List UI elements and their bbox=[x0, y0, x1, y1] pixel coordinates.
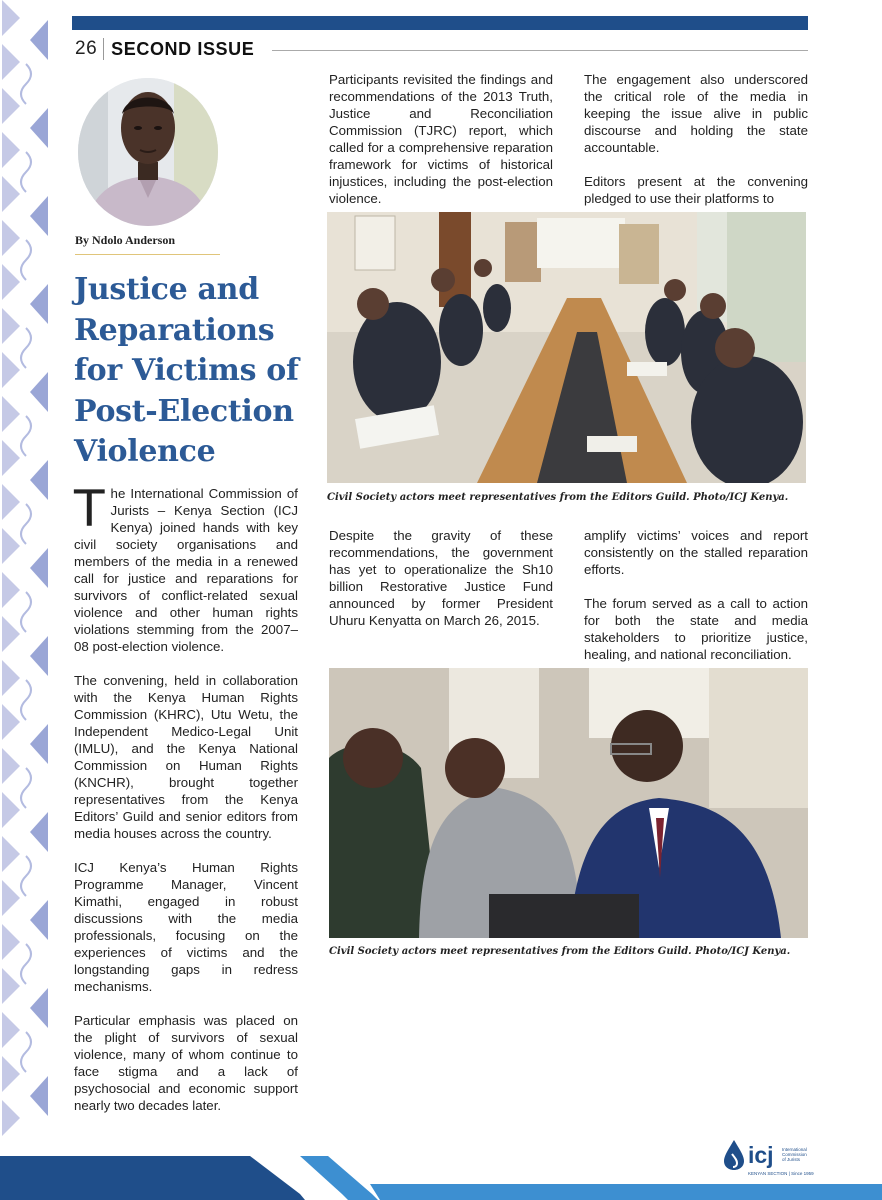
drop-logo-icon bbox=[724, 1140, 744, 1170]
logo-wordmark: icj bbox=[748, 1142, 774, 1168]
logo-section-label: KENYAN SECTION bbox=[748, 1171, 788, 1176]
paragraph: Participants revisited the findings and recommendations of the 2013 Truth, Justice and Reconciliation Commission (TJRC) report, which called for a comprehensive reparation framework for victims of historical injustices, including the post-election violence. bbox=[329, 72, 553, 206]
logo-section: KENYAN SECTION | Since 1959 bbox=[748, 1171, 814, 1176]
byline-rule bbox=[75, 254, 220, 255]
page-number: 26 bbox=[75, 38, 98, 59]
logo-line: International bbox=[782, 1147, 807, 1152]
drop-cap: T bbox=[74, 480, 105, 538]
header-divider bbox=[103, 38, 104, 60]
paragraph: ICJ Kenya’s Human Rights Programme Manager, Vincent Kimathi, engaged in robust discussions with the media professionals, focusing on the experiences of victims and the longstanding gaps in redress mechanisms. bbox=[74, 860, 298, 994]
article-title: Justice and Reparations for Victims of Post-Election Violence bbox=[74, 272, 299, 469]
logo-descriptor bbox=[782, 1147, 807, 1162]
photo-caption-1: Civil Society actors meet representatives from the Editors Guild. Photo/ICJ Kenya. bbox=[327, 492, 789, 503]
page-header bbox=[75, 36, 254, 62]
article-column-right-bottom bbox=[584, 527, 808, 680]
logo-line: of Jurists bbox=[782, 1157, 801, 1162]
icj-logo bbox=[724, 1138, 814, 1178]
paragraph-intro bbox=[74, 480, 298, 655]
logo-line: Commission bbox=[782, 1152, 807, 1157]
author-byline: By Ndolo Anderson bbox=[75, 233, 176, 247]
photo-caption-2: Civil Society actors meet representatives from the Editors Guild. Photo/ICJ Kenya. bbox=[329, 946, 791, 957]
logo-since: Since 1959 bbox=[791, 1171, 814, 1176]
meeting-photo-2 bbox=[329, 668, 808, 938]
paragraph: Editors present at the convening pledged to use their platforms to bbox=[584, 174, 808, 206]
paragraph: Particular emphasis was placed on the plight of survivors of sexual violence, many of whom continue to face stigma and a lack of psychosocial and economic support nearly two decades later. bbox=[74, 1013, 298, 1113]
decorative-sidebar-pattern bbox=[0, 0, 56, 1200]
paragraph: The engagement also underscored the critical role of the media in keeping the issue alive in public discourse and holding the state accountable. bbox=[584, 72, 808, 155]
section-label: SECOND ISSUE bbox=[111, 38, 255, 59]
paragraph-intro-text: he International Commission of Jurists – Kenya Section (ICJ Kenya) joined hands with key civil society organisations and members of the media in a renewed call for justice and reparations for survivors of conflict-related sexual violence and other human rights violations stemming from the 2007–08 post-election violence. bbox=[74, 486, 298, 654]
author-portrait bbox=[78, 78, 218, 226]
paragraph: The convening, held in collaboration with the Kenya Human Rights Commission (KHRC), Utu Wetu, the Independent Medico-Legal Unit (IMLU), and the Kenya National Commission on Human Rights (KNCHR), brought together representatives from the Kenya Editors’ Guild and senior editors from media houses across the country. bbox=[74, 673, 298, 841]
article-column-middle-top bbox=[329, 71, 553, 224]
paragraph: The forum served as a call to action for both the state and media stakeholders to prioritize justice, healing, and national reconciliation. bbox=[584, 596, 808, 662]
paragraph: amplify victims’ voices and report consistently on the stalled reparation efforts. bbox=[584, 528, 808, 577]
article-column-right-top bbox=[584, 71, 808, 224]
paragraph: Despite the gravity of these recommendations, the government has yet to operationalize the Sh10 billion Restorative Justice Fund announced by former President Uhuru Kenyatta on March 26, 2015. bbox=[329, 528, 553, 628]
meeting-photo-1 bbox=[327, 212, 806, 483]
top-banner-bar bbox=[72, 16, 808, 30]
article-column-middle-bottom bbox=[329, 527, 553, 646]
article-column-left bbox=[74, 480, 298, 1131]
header-rule bbox=[272, 50, 808, 51]
